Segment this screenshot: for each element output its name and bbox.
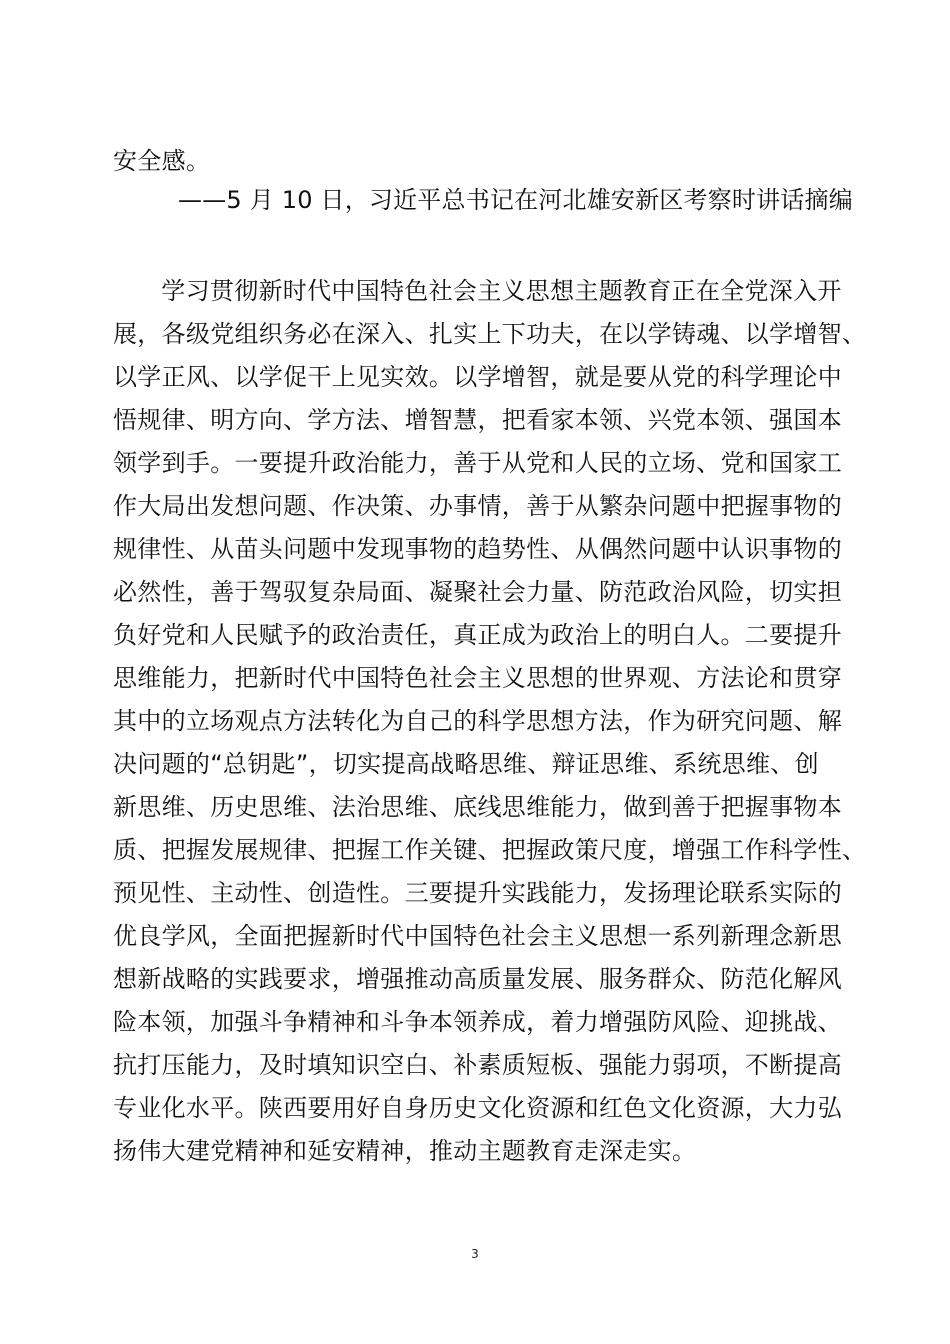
body-line: 思维能力，把新时代中国特色社会主义思想的世界观、方法论和贯穿	[113, 664, 842, 692]
body-line: 质、把握发展规律、把握工作关键、把握政策尺度，增强工作科学性、	[113, 836, 867, 864]
body-line: 扬伟大建党精神和延安精神，推动主题教育走深走实。	[113, 1137, 697, 1165]
quote-attribution: ——5 月 10 日，习近平总书记在河北雄安新区考察时讲话摘编	[178, 186, 853, 214]
page-number: 3	[471, 1247, 479, 1261]
body-line: 其中的立场观点方法转化为自己的科学思想方法，作为研究问题、解	[113, 707, 842, 735]
body-line: 以学正风、以学促干上见实效。以学增智，就是要从党的科学理论中	[113, 363, 842, 391]
body-line: 预见性、主动性、创造性。三要提升实践能力，发扬理论联系实际的	[113, 879, 842, 907]
body-line: 抗打压能力，及时填知识空白、补素质短板、强能力弱项，不断提高	[113, 1051, 842, 1079]
body-line: 作大局出发想问题、作决策、办事情，善于从繁杂问题中把握事物的	[113, 492, 842, 520]
body-line: 决问题的“总钥匙”，切实提高战略思维、辩证思维、系统思维、创	[113, 750, 819, 778]
body-line: 领学到手。一要提升政治能力，善于从党和人民的立场、党和国家工	[113, 449, 842, 477]
body-line: 专业化水平。陕西要用好自身历史文化资源和红色文化资源，大力弘	[113, 1094, 842, 1122]
body-line: 新思维、历史思维、法治思维、底线思维能力，做到善于把握事物本	[113, 793, 842, 821]
body-line: 规律性、从苗头问题中发现事物的趋势性、从偶然问题中认识事物的	[113, 535, 842, 563]
intro-tail-text: 安全感。	[113, 147, 211, 175]
body-line: 险本领，加强斗争精神和斗争本领养成，着力增强防风险、迎挑战、	[113, 1008, 842, 1036]
body-line: 悟规律、明方向、学方法、增智慧，把看家本领、兴党本领、强国本	[113, 406, 842, 434]
body-line: 优良学风，全面把握新时代中国特色社会主义思想一系列新理念新思	[113, 922, 842, 950]
body-line: 想新战略的实践要求，增强推动高质量发展、服务群众、防范化解风	[113, 965, 842, 993]
body-line: 展，各级党组织务必在深入、扎实上下功夫，在以学铸魂、以学增智、	[113, 320, 867, 348]
body-line: 学习贯彻新时代中国特色社会主义思想主题教育正在全党深入开	[137, 277, 842, 305]
body-line: 必然性，善于驾驭复杂局面、凝聚社会力量、防范政治风险，切实担	[113, 578, 842, 606]
body-line: 负好党和人民赋予的政治责任，真正成为政治上的明白人。二要提升	[113, 621, 842, 649]
